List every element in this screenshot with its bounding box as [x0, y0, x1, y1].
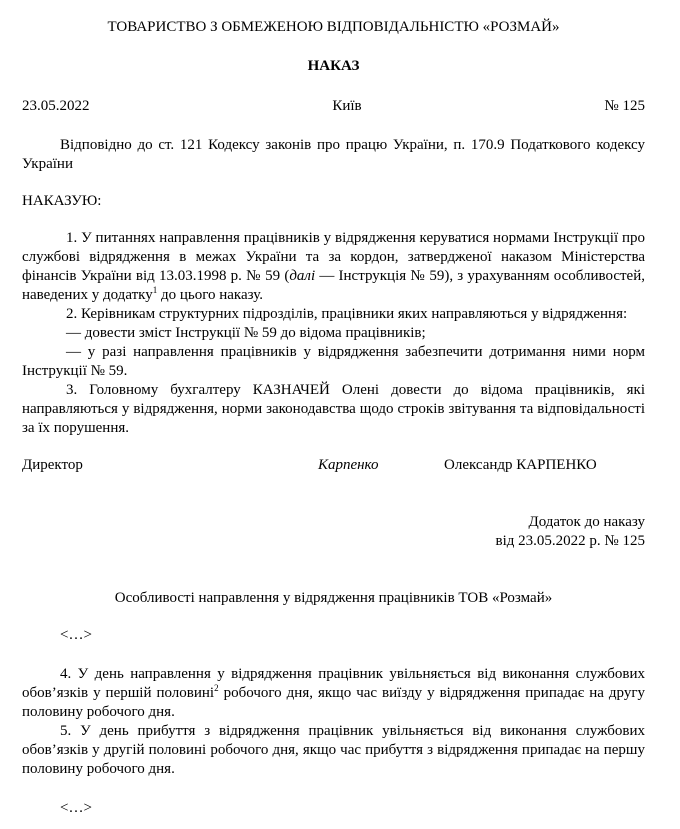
ellipsis-1: <…> — [60, 627, 92, 643]
document-page — [22, 18, 645, 818]
order-item-2: 2. Керівникам структурних підрозділів, працівники яких направляються у відрядження: — [66, 306, 628, 322]
order-item-3: 3. Головному бухгалтеру КАЗНАЧЕЙ Олені довести до відома працівників, які направляються у відрядження, норми законодавства щодо строків звітування та відповідальності за їх порушення. — [22, 382, 645, 436]
preamble: Відповідно до ст. 121 Кодексу законів про працю України, п. 170.9 Податкового кодексу України — [22, 137, 645, 172]
document-title: НАКАЗ — [307, 58, 360, 74]
order-item-2-dash-1: — довести зміст Інструкції № 59 до відома працівників; — [66, 325, 426, 341]
footnote-1-mark: 1 — [152, 285, 158, 295]
order-number: № 125 — [604, 98, 645, 114]
appendix-point-4: 4. У день направлення у відрядження працівник увільняється від виконання службових обов’язків у першій половині$^2$ робочого дня, якщо час виїзду у відрядження припадає на другу половину робочого дня. — [22, 666, 646, 720]
signature-role: Директор — [22, 457, 83, 473]
footnote-2-mark: 2 — [214, 683, 219, 693]
order-city: Київ — [332, 98, 362, 114]
order-date: 23.05.2022 — [22, 98, 90, 114]
signature-name: Олександр КАРПЕНКО — [444, 457, 597, 473]
ellipsis-2: <…> — [60, 800, 92, 816]
date-city-number-row — [22, 97, 645, 116]
order-item-1: 1. У питаннях направлення працівників у відрядження керуватися нормами Інструкції про службові відрядження в межах України та за кордон, затвердженої наказом Міністерства фінансів України від 13.03.1998 р. № 59 (далі — Інструкція № 59), з урахуванням особливостей, наведених у додатку$^1$ до цього наказу. — [22, 230, 645, 303]
appendix-line-1: Додаток до наказу — [528, 514, 645, 530]
organization-name: ТОВАРИСТВО З ОБМЕЖЕНОЮ ВІДПОВІДАЛЬНІСТЮ «РОЗМАЙ» — [107, 19, 560, 35]
signature-block — [22, 456, 645, 475]
order-item-2-dash-2: — у разі направлення працівників у відрядження забезпечити дотримання ними норм Інструкції № 59. — [22, 344, 645, 379]
appendix-line-2: від 23.05.2022 р. № 125 — [495, 533, 645, 549]
order-word: НАКАЗУЮ: — [22, 193, 102, 209]
appendix-point-5: 5. У день прибуття з відрядження працівник увільняється від виконання службових обов’язків у другій половині робочого дня, якщо час прибуття з відрядження припадає на першу половину робочого дня. — [22, 723, 645, 777]
appendix-title: Особливості направлення у відрядження працівників ТОВ «Розмай» — [114, 590, 553, 606]
signature-handwritten: Карпенко — [318, 457, 379, 473]
